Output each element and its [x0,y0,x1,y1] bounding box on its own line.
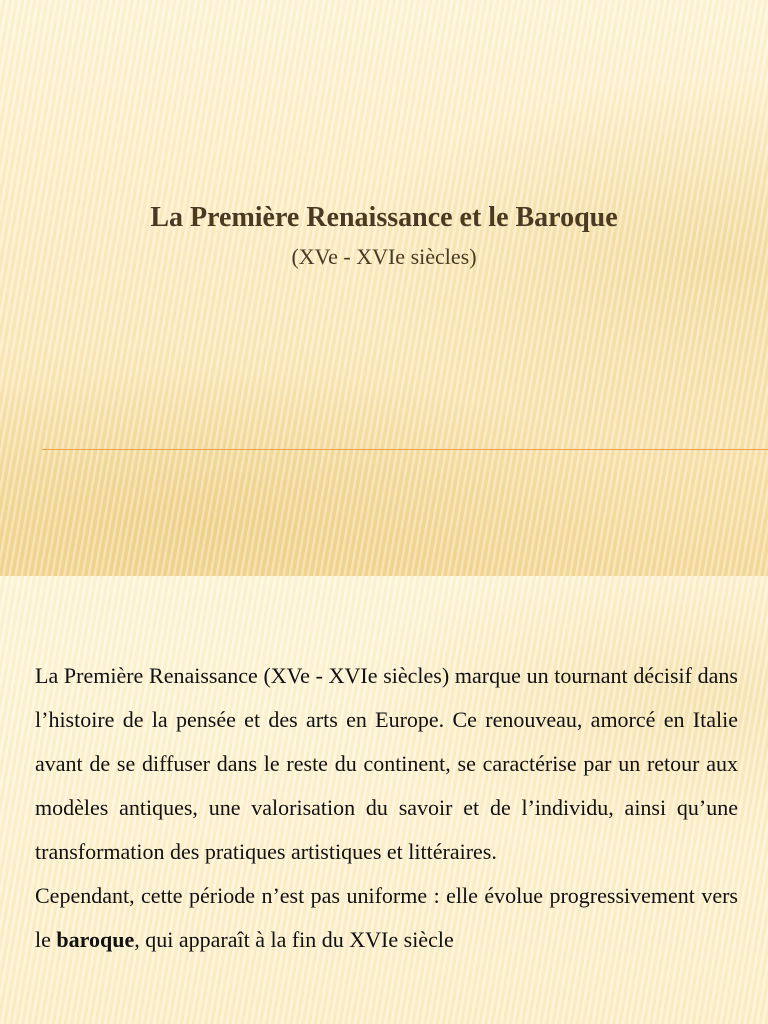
paragraph-intro: La Première Renaissance (XVe - XVIe siècles) marque un tournant décisif dans l’histoire de la pensée et des arts en Europe. Ce renouveau, amorcé en Italie avant de se diffuser dans le reste du continent, se caractérise par un retour aux modèles antiques, une valorisation du savoir et de l’individu, ainsi qu’une transformation des pratiques artistiques et littéraires. [35,663,738,864]
paragraph-baroque-start: Cependant, cette période n’est pas uniforme : elle évolue progressivement vers le [35,883,738,952]
body-text [35,654,738,962]
slide-title: La Première Renaissance et le Baroque [150,202,618,233]
paragraph-baroque-end: , qui apparaît à la fin du XVIe siècle [134,927,454,952]
content-slide [0,576,768,1024]
slide-subtitle: (XVe - XVIe siècles) [291,244,477,269]
baroque-keyword: baroque [56,927,135,952]
paragraph-baroque [35,874,738,962]
divider-line [42,449,768,450]
